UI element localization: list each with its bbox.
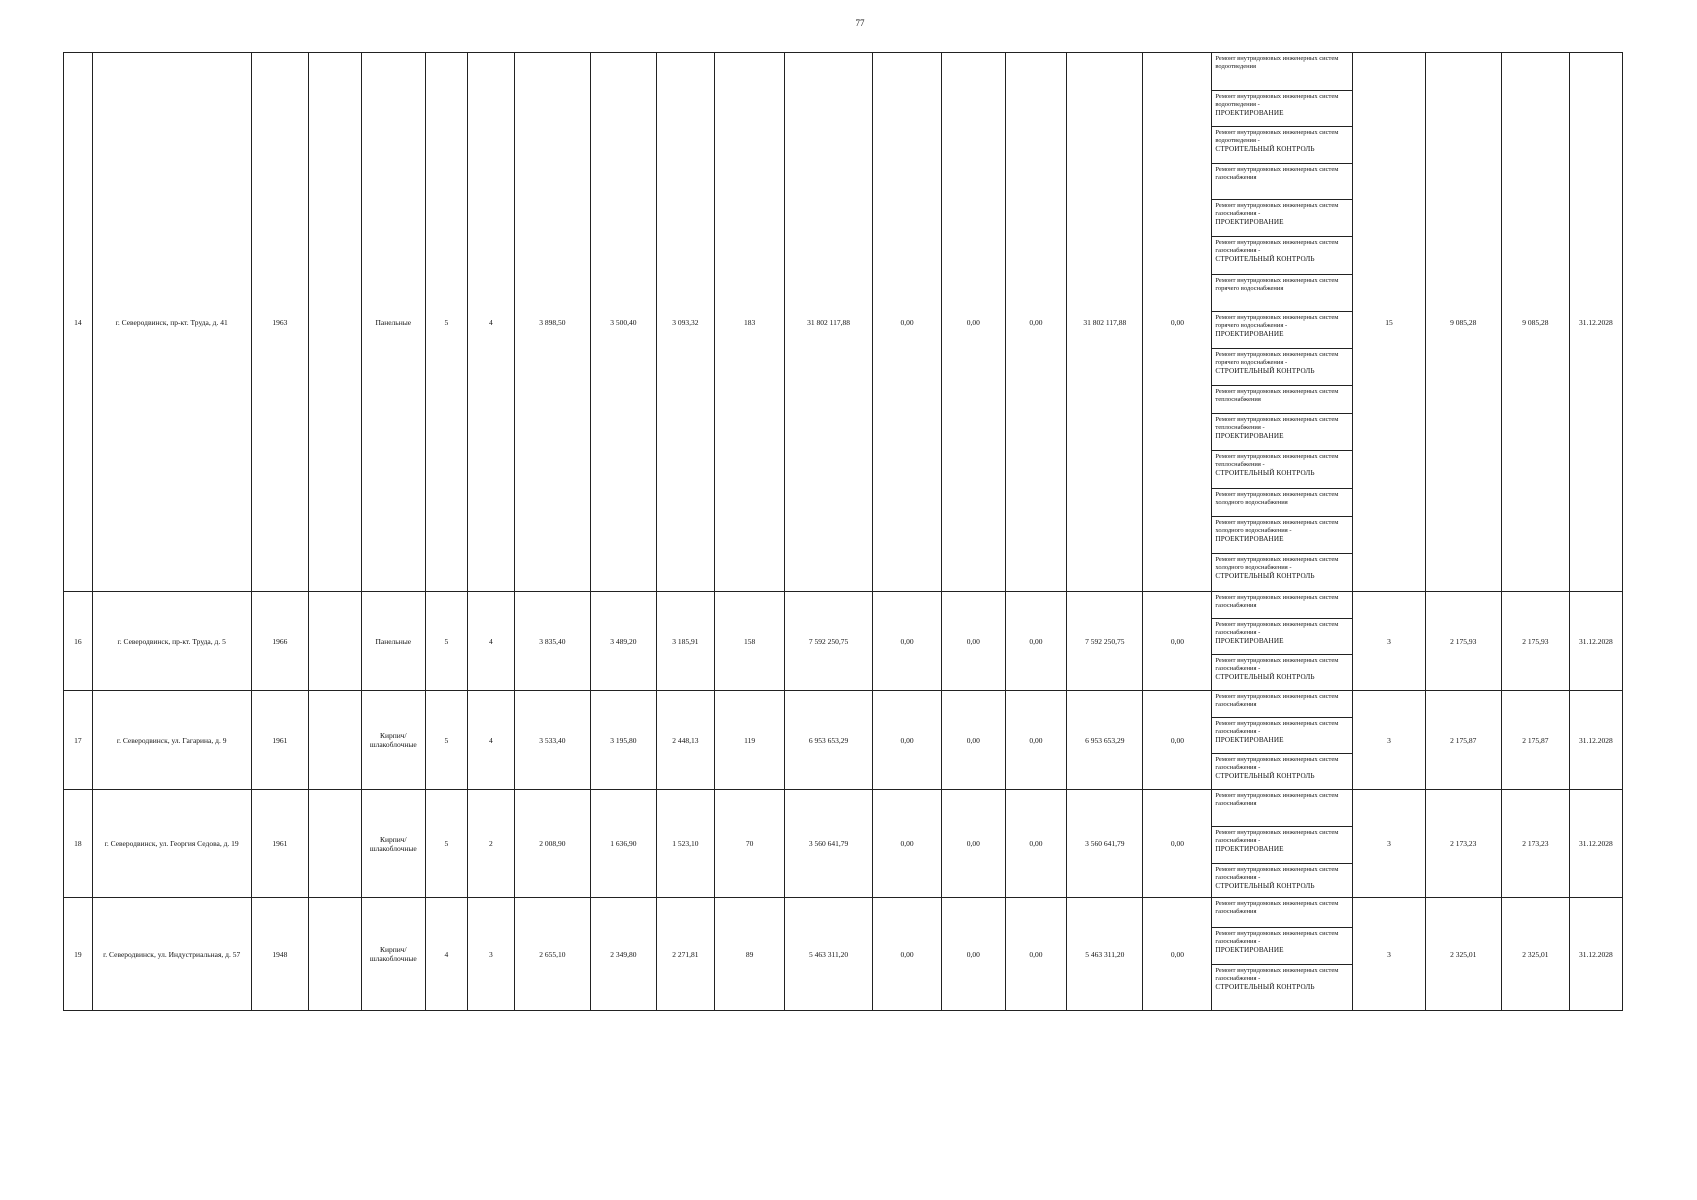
cell-area-total: 3 898,50 bbox=[514, 53, 590, 592]
cell-residents: 183 bbox=[715, 53, 785, 592]
cell-cost-owners: 31 802 117,88 bbox=[1067, 53, 1143, 592]
cell-work-type bbox=[1212, 275, 1353, 312]
cell-work-count: 3 bbox=[1353, 790, 1425, 898]
cell-cost-fund: 0,00 bbox=[873, 790, 942, 898]
cell-work-type bbox=[1212, 200, 1353, 237]
cell-work-type bbox=[1212, 414, 1353, 451]
work-stage: ПРОЕКТИРОВАНИЕ bbox=[1215, 637, 1284, 645]
cell-cost-total: 5 463 311,20 bbox=[785, 898, 873, 1011]
work-description: Ремонт внутридомовых инженерных систем водоотведения - bbox=[1215, 93, 1339, 108]
cell-work-type bbox=[1212, 827, 1353, 864]
table-row bbox=[64, 898, 1623, 928]
cell-cost-owners: 3 560 641,79 bbox=[1067, 790, 1143, 898]
work-description: Ремонт внутридомовых инженерных систем теплоснабжения - bbox=[1215, 453, 1339, 468]
work-description: Ремонт внутридомовых инженерных систем холодного водоснабжения - bbox=[1215, 556, 1339, 571]
cell-work-type bbox=[1212, 164, 1353, 200]
work-description: Ремонт внутридомовых инженерных систем холодного водоснабжения - bbox=[1215, 519, 1339, 534]
cell-work-count: 3 bbox=[1353, 592, 1425, 691]
cell-area-res: 2 448,13 bbox=[656, 691, 714, 790]
cell-year: 1966 bbox=[251, 592, 308, 691]
cell-unit-cost: 2 173,23 bbox=[1425, 790, 1501, 898]
cell-year: 1961 bbox=[251, 790, 308, 898]
cell-num: 16 bbox=[64, 592, 93, 691]
work-description: Ремонт внутридомовых инженерных систем газоснабжения - bbox=[1215, 621, 1339, 636]
cell-deadline: 31.12.2028 bbox=[1569, 898, 1622, 1011]
cell-work-count: 3 bbox=[1353, 898, 1425, 1011]
cell-work-type bbox=[1212, 691, 1353, 718]
cell-num: 14 bbox=[64, 53, 93, 592]
cell-cost-region: 0,00 bbox=[942, 691, 1006, 790]
cell-residents: 119 bbox=[715, 691, 785, 790]
cell-work-type bbox=[1212, 237, 1353, 275]
cell-cost-other: 0,00 bbox=[1143, 898, 1212, 1011]
cell-cost-fund: 0,00 bbox=[873, 53, 942, 592]
work-description: Ремонт внутридомовых инженерных систем газоснабжения - bbox=[1215, 756, 1339, 771]
work-description: Ремонт внутридомовых инженерных систем горячего водоснабжения - bbox=[1215, 314, 1339, 329]
cell-wall: Панельные bbox=[361, 592, 425, 691]
table-row bbox=[64, 790, 1623, 827]
cell-address: г. Северодвинск, ул. Гагарина, д. 9 bbox=[92, 691, 251, 790]
empty-cell bbox=[308, 691, 361, 790]
cell-work-count: 15 bbox=[1353, 53, 1425, 592]
cell-work-type bbox=[1212, 386, 1353, 414]
empty-cell bbox=[308, 898, 361, 1011]
work-stage: ПРОЕКТИРОВАНИЕ bbox=[1215, 946, 1284, 954]
work-stage: СТРОИТЕЛЬНЫЙ КОНТРОЛЬ bbox=[1215, 673, 1315, 681]
work-stage: ПРОЕКТИРОВАНИЕ bbox=[1215, 736, 1284, 744]
work-description: Ремонт внутридомовых инженерных систем газоснабжения - bbox=[1215, 930, 1339, 945]
work-stage: СТРОИТЕЛЬНЫЙ КОНТРОЛЬ bbox=[1215, 983, 1315, 991]
cell-work-type bbox=[1212, 864, 1353, 898]
cell-entrances: 2 bbox=[468, 790, 515, 898]
cell-cost-local: 0,00 bbox=[1005, 898, 1067, 1011]
cell-deadline: 31.12.2028 bbox=[1569, 691, 1622, 790]
cell-floors: 4 bbox=[425, 898, 467, 1011]
cell-work-type bbox=[1212, 898, 1353, 928]
work-stage: СТРОИТЕЛЬНЫЙ КОНТРОЛЬ bbox=[1215, 882, 1315, 890]
cell-unit-cost-max: 2 325,01 bbox=[1501, 898, 1569, 1011]
cell-unit-cost: 2 175,93 bbox=[1425, 592, 1501, 691]
work-description: Ремонт внутридомовых инженерных систем газоснабжения - bbox=[1215, 866, 1339, 881]
work-description: Ремонт внутридомовых инженерных систем газоснабжения bbox=[1215, 693, 1339, 708]
work-description: Ремонт внутридомовых инженерных систем газоснабжения - bbox=[1215, 202, 1339, 217]
cell-work-type bbox=[1212, 489, 1353, 517]
work-description: Ремонт внутридомовых инженерных систем газоснабжения bbox=[1215, 166, 1339, 181]
cell-cost-local: 0,00 bbox=[1005, 790, 1067, 898]
cell-address: г. Северодвинск, пр-кт. Труда, д. 5 bbox=[92, 592, 251, 691]
cell-area-total: 3 533,40 bbox=[514, 691, 590, 790]
cell-floors: 5 bbox=[425, 790, 467, 898]
cell-area-living: 2 349,80 bbox=[591, 898, 657, 1011]
cell-year: 1963 bbox=[251, 53, 308, 592]
cell-work-type bbox=[1212, 718, 1353, 754]
cell-address: г. Северодвинск, пр-кт. Труда, д. 41 bbox=[92, 53, 251, 592]
empty-cell bbox=[308, 790, 361, 898]
work-description: Ремонт внутридомовых инженерных систем водоотведения bbox=[1215, 55, 1339, 70]
work-description: Ремонт внутридомовых инженерных систем газоснабжения bbox=[1215, 594, 1339, 609]
cell-address: г. Северодвинск, ул. Георгия Седова, д. 19 bbox=[92, 790, 251, 898]
cell-address: г. Северодвинск, ул. Индустриальная, д. 57 bbox=[92, 898, 251, 1011]
cell-work-type bbox=[1212, 965, 1353, 1011]
cell-wall: Кирпич/ шлакоблочные bbox=[361, 898, 425, 1011]
capital-repair-table bbox=[63, 52, 1623, 1011]
cell-cost-region: 0,00 bbox=[942, 898, 1006, 1011]
work-description: Ремонт внутридомовых инженерных систем теплоснабжения - bbox=[1215, 416, 1339, 431]
cell-work-type bbox=[1212, 349, 1353, 386]
empty-cell bbox=[308, 53, 361, 592]
cell-cost-region: 0,00 bbox=[942, 592, 1006, 691]
cell-area-living: 1 636,90 bbox=[591, 790, 657, 898]
work-description: Ремонт внутридомовых инженерных систем газоснабжения bbox=[1215, 900, 1339, 915]
cell-floors: 5 bbox=[425, 592, 467, 691]
cell-area-living: 3 489,20 bbox=[591, 592, 657, 691]
cell-cost-local: 0,00 bbox=[1005, 53, 1067, 592]
cell-cost-owners: 5 463 311,20 bbox=[1067, 898, 1143, 1011]
cell-cost-fund: 0,00 bbox=[873, 691, 942, 790]
cell-work-type bbox=[1212, 312, 1353, 349]
cell-unit-cost: 2 325,01 bbox=[1425, 898, 1501, 1011]
cell-work-type bbox=[1212, 928, 1353, 965]
work-description: Ремонт внутридомовых инженерных систем горячего водоснабжения bbox=[1215, 277, 1339, 292]
cell-area-living: 3 500,40 bbox=[591, 53, 657, 592]
cell-cost-other: 0,00 bbox=[1143, 691, 1212, 790]
cell-unit-cost-max: 2 173,23 bbox=[1501, 790, 1569, 898]
work-stage: СТРОИТЕЛЬНЫЙ КОНТРОЛЬ bbox=[1215, 772, 1315, 780]
cell-work-type bbox=[1212, 754, 1353, 790]
cell-cost-fund: 0,00 bbox=[873, 592, 942, 691]
cell-work-count: 3 bbox=[1353, 691, 1425, 790]
cell-unit-cost-max: 2 175,87 bbox=[1501, 691, 1569, 790]
work-description: Ремонт внутридомовых инженерных систем газоснабжения - bbox=[1215, 720, 1339, 735]
work-stage: ПРОЕКТИРОВАНИЕ bbox=[1215, 218, 1284, 226]
cell-entrances: 4 bbox=[468, 691, 515, 790]
cell-cost-region: 0,00 bbox=[942, 790, 1006, 898]
cell-cost-fund: 0,00 bbox=[873, 898, 942, 1011]
cell-work-type bbox=[1212, 127, 1353, 164]
cell-deadline: 31.12.2028 bbox=[1569, 790, 1622, 898]
work-stage: СТРОИТЕЛЬНЫЙ КОНТРОЛЬ bbox=[1215, 255, 1315, 263]
cell-num: 18 bbox=[64, 790, 93, 898]
cell-cost-region: 0,00 bbox=[942, 53, 1006, 592]
empty-cell bbox=[308, 592, 361, 691]
cell-area-total: 2 008,90 bbox=[514, 790, 590, 898]
work-stage: СТРОИТЕЛЬНЫЙ КОНТРОЛЬ bbox=[1215, 145, 1315, 153]
cell-work-type bbox=[1212, 91, 1353, 127]
cell-cost-total: 6 953 653,29 bbox=[785, 691, 873, 790]
work-stage: ПРОЕКТИРОВАНИЕ bbox=[1215, 109, 1284, 117]
work-stage: СТРОИТЕЛЬНЫЙ КОНТРОЛЬ bbox=[1215, 367, 1315, 375]
work-stage: ПРОЕКТИРОВАНИЕ bbox=[1215, 330, 1284, 338]
cell-work-type bbox=[1212, 619, 1353, 655]
cell-area-res: 2 271,81 bbox=[656, 898, 714, 1011]
table-row bbox=[64, 691, 1623, 718]
cell-num: 17 bbox=[64, 691, 93, 790]
cell-wall: Кирпич/ шлакоблочные bbox=[361, 790, 425, 898]
cell-work-type bbox=[1212, 655, 1353, 691]
cell-cost-local: 0,00 bbox=[1005, 592, 1067, 691]
cell-area-res: 3 093,32 bbox=[656, 53, 714, 592]
cell-area-total: 3 835,40 bbox=[514, 592, 590, 691]
cell-year: 1961 bbox=[251, 691, 308, 790]
cell-entrances: 3 bbox=[468, 898, 515, 1011]
work-description: Ремонт внутридомовых инженерных систем водоотведения - bbox=[1215, 129, 1339, 144]
cell-unit-cost-max: 9 085,28 bbox=[1501, 53, 1569, 592]
cell-cost-other: 0,00 bbox=[1143, 790, 1212, 898]
work-description: Ремонт внутридомовых инженерных систем теплоснабжения bbox=[1215, 388, 1339, 403]
cell-cost-owners: 6 953 653,29 bbox=[1067, 691, 1143, 790]
cell-work-type bbox=[1212, 53, 1353, 91]
work-stage: ПРОЕКТИРОВАНИЕ bbox=[1215, 535, 1284, 543]
cell-unit-cost-max: 2 175,93 bbox=[1501, 592, 1569, 691]
cell-wall: Панельные bbox=[361, 53, 425, 592]
cell-cost-total: 3 560 641,79 bbox=[785, 790, 873, 898]
cell-cost-total: 31 802 117,88 bbox=[785, 53, 873, 592]
cell-num: 19 bbox=[64, 898, 93, 1011]
work-description: Ремонт внутридомовых инженерных систем газоснабжения bbox=[1215, 792, 1339, 807]
cell-entrances: 4 bbox=[468, 53, 515, 592]
cell-area-living: 3 195,80 bbox=[591, 691, 657, 790]
work-description: Ремонт внутридомовых инженерных систем газоснабжения - bbox=[1215, 829, 1339, 844]
work-description: Ремонт внутридомовых инженерных систем горячего водоснабжения - bbox=[1215, 351, 1339, 366]
cell-residents: 70 bbox=[715, 790, 785, 898]
cell-cost-total: 7 592 250,75 bbox=[785, 592, 873, 691]
cell-residents: 89 bbox=[715, 898, 785, 1011]
cell-deadline: 31.12.2028 bbox=[1569, 592, 1622, 691]
cell-area-res: 3 185,91 bbox=[656, 592, 714, 691]
cell-unit-cost: 9 085,28 bbox=[1425, 53, 1501, 592]
work-stage: СТРОИТЕЛЬНЫЙ КОНТРОЛЬ bbox=[1215, 572, 1315, 580]
table-row bbox=[64, 53, 1623, 91]
cell-unit-cost: 2 175,87 bbox=[1425, 691, 1501, 790]
cell-work-type bbox=[1212, 592, 1353, 619]
work-description: Ремонт внутридомовых инженерных систем газоснабжения - bbox=[1215, 967, 1339, 982]
work-description: Ремонт внутридомовых инженерных систем газоснабжения - bbox=[1215, 239, 1339, 254]
cell-year: 1948 bbox=[251, 898, 308, 1011]
work-description: Ремонт внутридомовых инженерных систем холодного водоснабжения bbox=[1215, 491, 1339, 506]
cell-area-total: 2 655,10 bbox=[514, 898, 590, 1011]
cell-residents: 158 bbox=[715, 592, 785, 691]
cell-floors: 5 bbox=[425, 53, 467, 592]
cell-area-res: 1 523,10 bbox=[656, 790, 714, 898]
cell-cost-owners: 7 592 250,75 bbox=[1067, 592, 1143, 691]
cell-cost-local: 0,00 bbox=[1005, 691, 1067, 790]
cell-cost-other: 0,00 bbox=[1143, 53, 1212, 592]
cell-work-type bbox=[1212, 517, 1353, 554]
work-stage: ПРОЕКТИРОВАНИЕ bbox=[1215, 845, 1284, 853]
work-description: Ремонт внутридомовых инженерных систем газоснабжения - bbox=[1215, 657, 1339, 672]
cell-deadline: 31.12.2028 bbox=[1569, 53, 1622, 592]
page-number: 77 bbox=[855, 18, 865, 28]
work-stage: ПРОЕКТИРОВАНИЕ bbox=[1215, 432, 1284, 440]
cell-entrances: 4 bbox=[468, 592, 515, 691]
cell-work-type bbox=[1212, 451, 1353, 489]
cell-cost-other: 0,00 bbox=[1143, 592, 1212, 691]
cell-work-type bbox=[1212, 790, 1353, 827]
cell-floors: 5 bbox=[425, 691, 467, 790]
work-stage: СТРОИТЕЛЬНЫЙ КОНТРОЛЬ bbox=[1215, 469, 1315, 477]
cell-wall: Кирпич/ шлакоблочные bbox=[361, 691, 425, 790]
cell-work-type bbox=[1212, 554, 1353, 592]
table-row bbox=[64, 592, 1623, 619]
